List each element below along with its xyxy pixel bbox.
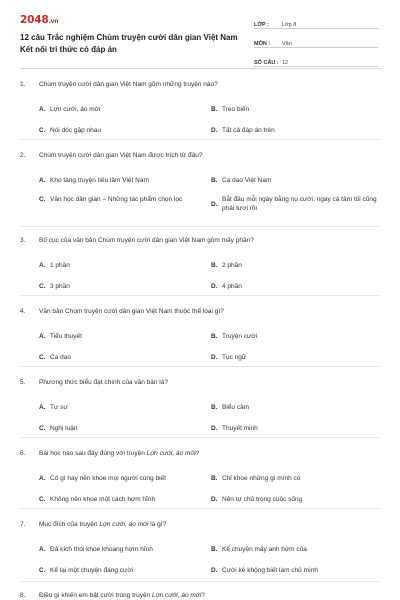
option-c[interactable] xyxy=(39,126,209,135)
question-item xyxy=(20,592,380,600)
question-number: 3. xyxy=(20,237,26,244)
question-number: 2. xyxy=(20,152,26,159)
question-item xyxy=(20,152,380,227)
option-a[interactable] xyxy=(39,545,209,554)
option-b[interactable] xyxy=(211,105,380,114)
option-letter: D. xyxy=(211,567,218,574)
question-stem xyxy=(20,379,380,386)
option-d[interactable] xyxy=(211,353,380,362)
option-c[interactable] xyxy=(39,566,209,575)
option-a[interactable] xyxy=(39,176,209,185)
option-d[interactable] xyxy=(211,195,380,213)
story-title: Lợn cưới, áo mới xyxy=(99,521,149,528)
meta-row-class xyxy=(254,14,378,29)
option-letter: C. xyxy=(39,354,46,361)
option-b[interactable] xyxy=(211,332,380,341)
question-text: Bài học nào sau đây đúng với truyện xyxy=(39,450,147,457)
option-letter: C. xyxy=(39,496,46,503)
question-text: Mục đích của truyện xyxy=(39,521,100,528)
option-a[interactable] xyxy=(39,403,209,412)
option-d[interactable] xyxy=(211,126,380,135)
option-text: Kể lại một chuyện đáng cười xyxy=(50,567,134,574)
option-c[interactable] xyxy=(39,495,209,504)
option-text: Nói dóc gặp nhau xyxy=(50,127,101,134)
option-b[interactable] xyxy=(211,176,380,185)
option-d[interactable] xyxy=(211,495,380,504)
option-letter: B. xyxy=(211,106,218,113)
option-text: Đả kích thói khoe khoang hợm hĩnh xyxy=(50,546,153,553)
option-text: Cười kẻ không biết làm chủ mình xyxy=(222,567,319,574)
option-a[interactable] xyxy=(39,474,209,483)
story-title: Lợn cưới, áo mới xyxy=(152,592,202,599)
option-text: Tiểu thuyết xyxy=(50,333,82,340)
option-c[interactable] xyxy=(39,353,209,362)
question-text-end: ? xyxy=(195,450,200,457)
question-text: Chùm truyện cười dân gian Việt Nam được trích từ đâu? xyxy=(39,152,203,159)
option-letter: B. xyxy=(211,177,218,184)
option-text: Biểu cảm xyxy=(222,404,250,411)
option-letter: B. xyxy=(211,475,218,482)
question-number: 5. xyxy=(20,379,26,386)
question-text: Chùm truyện cười dân gian Việt Nam gồm những truyện nào? xyxy=(39,81,218,88)
meta-row-subject xyxy=(254,33,378,48)
question-number: 8. xyxy=(20,592,26,599)
question-stem xyxy=(20,81,380,88)
option-letter: A. xyxy=(39,106,46,113)
option-text: Tục ngữ xyxy=(222,354,247,361)
option-a[interactable] xyxy=(39,261,209,270)
title-line-2: Kết nối tri thức có đáp án xyxy=(20,44,117,54)
option-letter: B. xyxy=(211,404,218,411)
option-a[interactable] xyxy=(39,105,209,114)
story-title: Lợn cưới, áo mới xyxy=(146,450,196,457)
option-text: Chỉ khoe những gì mình có xyxy=(222,475,301,482)
meta-row-count xyxy=(254,52,378,67)
question-stem xyxy=(20,521,380,528)
option-text: 4 phần xyxy=(222,283,242,290)
option-letter: A. xyxy=(39,404,46,411)
question-item xyxy=(20,308,380,367)
question-number: 4. xyxy=(20,308,26,315)
page-title xyxy=(20,32,240,55)
option-letter: A. xyxy=(39,177,46,184)
option-text: Nghị luận xyxy=(50,425,78,432)
option-letter: C. xyxy=(39,283,46,290)
option-text: Lợn cưới, áo mới xyxy=(50,106,101,113)
option-b[interactable] xyxy=(211,261,380,270)
question-stem xyxy=(20,450,380,457)
meta-info xyxy=(254,14,378,71)
option-text: Tự sự xyxy=(50,404,68,411)
option-letter: B. xyxy=(211,546,218,553)
question-number: 6. xyxy=(20,450,26,457)
option-text: Bắt đầu mỗi ngày bằng nụ cười, ngay cả tâm tối cũng phải tươi rồi xyxy=(222,196,377,212)
option-text: Treo biển xyxy=(222,106,250,113)
option-letter: C. xyxy=(39,196,46,203)
question-item xyxy=(20,379,380,438)
question-stem xyxy=(20,237,380,244)
option-letter: D. xyxy=(211,127,218,134)
option-letter: A. xyxy=(39,262,46,269)
meta-value: 12 xyxy=(282,60,289,66)
question-stem xyxy=(20,308,380,315)
header-divider xyxy=(20,68,380,69)
question-item xyxy=(20,237,380,296)
logo-main: 2048 xyxy=(20,14,49,26)
option-text: Không nên khoe một cách hợm hĩnh xyxy=(50,496,156,503)
option-text: Thuyết minh xyxy=(222,425,258,432)
option-letter: D. xyxy=(211,200,218,208)
option-text: Nên tự chủ trong cuộc sống xyxy=(222,496,303,503)
question-item xyxy=(20,521,380,582)
question-text: Phương thức biểu đạt chính của văn bản là? xyxy=(39,379,168,386)
question-number: 7. xyxy=(20,521,26,528)
question-text: Bố cục của văn bản Chùm truyện cười dân gian Việt Nam gồm mấy phần? xyxy=(39,237,254,244)
question-text-end: ? xyxy=(201,592,205,599)
option-b[interactable] xyxy=(211,474,380,483)
option-letter: D. xyxy=(211,283,218,290)
option-c[interactable] xyxy=(39,424,209,433)
option-text: Truyện cười xyxy=(222,333,258,340)
option-letter: B. xyxy=(211,262,218,269)
meta-label: LỚP : xyxy=(254,22,269,28)
option-text: Kể chuyện mấy anh hợm của xyxy=(222,546,307,553)
option-c[interactable] xyxy=(39,282,209,291)
option-text: Ca dao xyxy=(50,354,71,361)
meta-value: Lớp 8 xyxy=(282,22,297,28)
question-text-end: là gì? xyxy=(148,521,167,528)
option-text: Ca dao Việt Nam xyxy=(222,177,272,184)
question-text: Điều gì khiến em bật cười trong truyện xyxy=(39,592,153,599)
meta-label: MÔN : xyxy=(254,41,271,47)
option-letter: A. xyxy=(39,333,46,340)
option-letter: D. xyxy=(211,496,218,503)
option-letter: A. xyxy=(39,546,46,553)
option-letter: C. xyxy=(39,425,46,432)
site-logo[interactable] xyxy=(20,14,58,26)
option-text: 1 phần xyxy=(50,262,70,269)
option-text: Kho tàng truyện tiếu lâm Việt Nam xyxy=(50,177,149,184)
question-number: 1. xyxy=(20,81,26,88)
title-line-1: 12 câu Trắc nghiệm Chùm truyện cười dân gian Việt Nam xyxy=(20,33,238,42)
question-item xyxy=(20,450,380,509)
option-b[interactable] xyxy=(211,545,380,554)
question-stem xyxy=(20,592,380,599)
option-text: 3 phần xyxy=(50,283,70,290)
option-letter: C. xyxy=(39,567,46,574)
meta-label: SỐ CÂU : xyxy=(254,60,279,66)
option-d[interactable] xyxy=(211,282,380,291)
option-b[interactable] xyxy=(211,403,380,412)
option-d[interactable] xyxy=(211,424,380,433)
option-letter: D. xyxy=(211,425,218,432)
option-c[interactable] xyxy=(39,195,209,204)
option-letter: C. xyxy=(39,127,46,134)
option-a[interactable] xyxy=(39,332,209,341)
meta-value: Văn xyxy=(282,41,292,47)
option-d[interactable] xyxy=(211,566,380,575)
option-text: 2 phần xyxy=(222,262,242,269)
option-letter: D. xyxy=(211,354,218,361)
logo-suffix: .vn xyxy=(48,18,59,25)
question-item xyxy=(20,81,380,140)
option-text: Văn học dân gian – Những tác phẩm chọn lọc xyxy=(50,196,183,203)
option-text: Tất cả đáp án trên xyxy=(222,127,275,134)
option-letter: B. xyxy=(211,333,218,340)
question-stem xyxy=(20,152,380,159)
question-text: Văn bản Chùm truyện cười dân gian Việt Nam thuộc thể loại gì? xyxy=(39,308,224,315)
option-text: Có gì hay nên khoe mọi người cùng biết xyxy=(50,475,166,482)
option-letter: A. xyxy=(39,475,46,482)
